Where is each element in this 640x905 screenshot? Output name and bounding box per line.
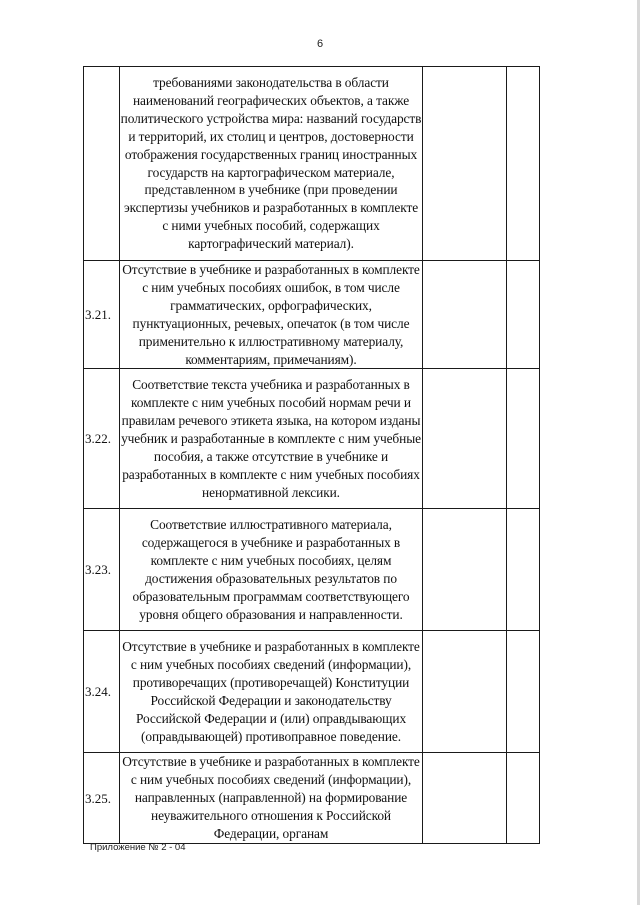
blank-cell [507, 753, 540, 844]
page-number: 6 [316, 38, 324, 50]
criterion-text: Отсутствие в учебнике и разработанных в комплекте с ним учебных пособиях ошибок, в том числе грамматических, орфографических, пунктуационных, речевых, опечаток (в том числе применительно к иллюстративному материалу, комментариям, примечаниям). [120, 261, 423, 369]
blank-cell [507, 261, 540, 369]
row-number: 3.23. [84, 509, 120, 631]
blank-cell [423, 753, 507, 844]
blank-cell [423, 261, 507, 369]
blank-cell [423, 369, 507, 509]
table-row [84, 67, 540, 261]
blank-cell [507, 67, 540, 261]
blank-cell [507, 509, 540, 631]
table-row [84, 369, 540, 509]
criterion-text: Отсутствие в учебнике и разработанных в комплекте с ним учебных пособиях сведений (информации), направленных (направленной) на формирование неуважительного отношения к Российской Федерации, органам [120, 753, 423, 844]
blank-cell [423, 509, 507, 631]
row-number: 3.24. [84, 631, 120, 753]
blank-cell [507, 369, 540, 509]
blank-cell [423, 67, 507, 261]
table-row [84, 753, 540, 844]
criterion-text: Отсутствие в учебнике и разработанных в комплекте с ним учебных пособиях сведений (информации), противоречащих (противоречащей) Конституции Российской Федерации и законодательству Российской Федерации и (или) оправдывающих (оправдывающей) противоправное поведение. [120, 631, 423, 753]
blank-cell [423, 631, 507, 753]
blank-cell [507, 631, 540, 753]
criterion-text: Соответствие иллюстративного материала, содержащегося в учебнике и разработанных в комплекте с ним учебных пособиях, целям достижения образовательных результатов по образовательным программам соответствующего уровня общего образования и направленности. [120, 509, 423, 631]
criterion-text: Соответствие текста учебника и разработанных в комплекте с ним учебных пособий нормам речи и правилам речевого этикета языка, на котором изданы учебник и разработанные в комплекте с ним учебные пособия, а также отсутствие в учебнике и разработанных в комплекте с ним учебных пособиях ненормативной лексики. [120, 369, 423, 509]
row-number: 3.21. [84, 261, 120, 369]
table-row [84, 509, 540, 631]
criterion-text: требованиями законодательства в области наименований географических объектов, а также политического устройства мира: названий государств и территорий, их столиц и центров, достоверности отображения государственных границ иностранных государств на картографическом материале, представленном в учебнике (при проведении экспертизы учебников и разработанных в комплекте с ними учебных пособий, содержащих картографический материал). [120, 67, 423, 261]
table-row [84, 631, 540, 753]
table-row [84, 261, 540, 369]
row-number: 3.25. [84, 753, 120, 844]
row-number: 3.22. [84, 369, 120, 509]
criteria-table [83, 66, 540, 844]
footer-appendix-label: Приложение № 2 - 04 [90, 842, 186, 853]
row-number [84, 67, 120, 261]
